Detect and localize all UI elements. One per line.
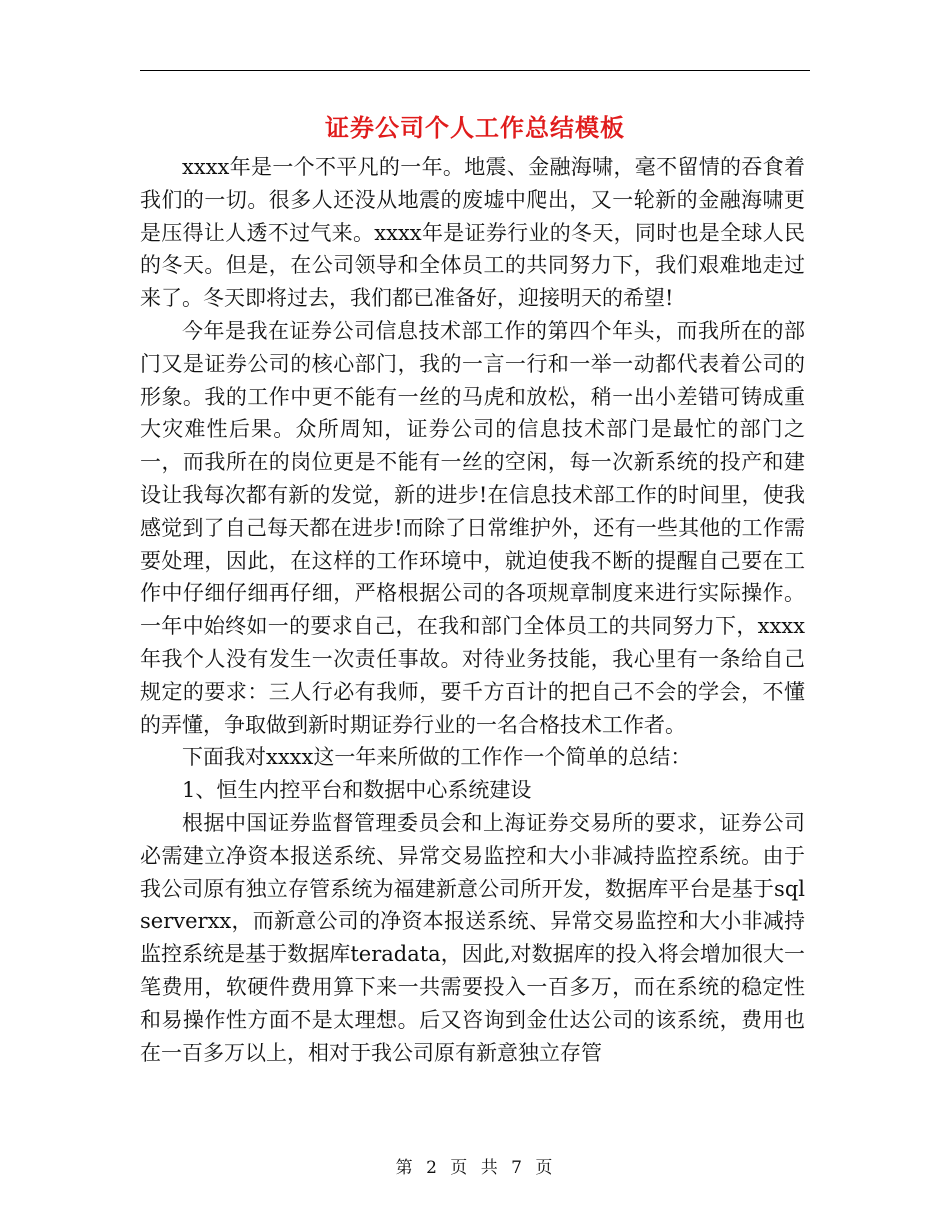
header-rule: [140, 70, 810, 71]
document-body: [140, 151, 805, 1069]
paragraph-intro: xxxx年是一个不平凡的一年。地震、金融海啸，毫不留情的吞食着我们的一切。很多人还没从地震的废墟中爬出，又一轮新的金融海啸更是压得让人透不过气来。xxxx年是证券行业的冬天，同时也是全球人民的冬天。但是，在公司领导和全体员工的共同努力下，我们艰难地走过来了。冬天即将过去，我们都已准备好，迎接明天的希望!: [140, 155, 805, 311]
paragraph-work-overview: 今年是我在证券公司信息技术部工作的第四个年头，而我所在的部门又是证券公司的核心部门，我的一言一行和一举一动都代表着公司的形象。我的工作中更不能有一丝的马虎和放松，稍一出小差错可铸成重大灾难性后果。众所周知，证券公司的信息技术部门是最忙的部门之一，而我所在的岗位更是不能有一丝的空闲，每一次新系统的投产和建设让我每次都有新的发觉，新的进步!在信息技术部工作的时间里，使我感觉到了自己每天都在进步!而除了日常维护外，还有一些其他的工作需要处理，因此，在这样的工作环境中，就迫使我不断的提醒自己要在工作中仔细仔细再仔细，严格根据公司的各项规章制度来进行实际操作。一年中始终如一的要求自己，在我和部门全体员工的共同努力下，xxxx年我个人没有发生一次责任事故。对待业务技能，我心里有一条给自己规定的要求：三人行必有我师，要千方百计的把自己不会的学会，不懂的弄懂，争取做到新时期证券行业的一名合格技术工作者。: [140, 318, 805, 737]
section-heading-1: 1、恒生内控平台和数据中心系统建设: [182, 778, 532, 803]
document-title: 证券公司个人工作总结模板: [325, 113, 625, 142]
paragraph-summary-lead: 下面我对xxxx这一年来所做的工作作一个简单的总结：: [182, 745, 692, 770]
paragraph-section-1-body: 根据中国证券监督管理委员会和上海证券交易所的要求，证券公司必需建立净资本报送系统、异常交易监控和大小非减持监控系统。由于我公司原有独立存管系统为福建新意公司所开发，数据库平台是基于sql serverxx，而新意公司的净资本报送系统、异常交易监控和大小非减持监控系统是基于数据库teradata，因此,对数据库的投入将会增加很大一笔费用，软硬件费用算下来一共需要投入一百多万，而在系统的稳定性和易操作性方面不是太理想。后又咨询到金仕达公司的该系统，费用也在一百多万以上，相对于我公司原有新意独立存管: [140, 810, 805, 1065]
page-number-footer: 第 2 页 共 7 页: [395, 1158, 555, 1178]
